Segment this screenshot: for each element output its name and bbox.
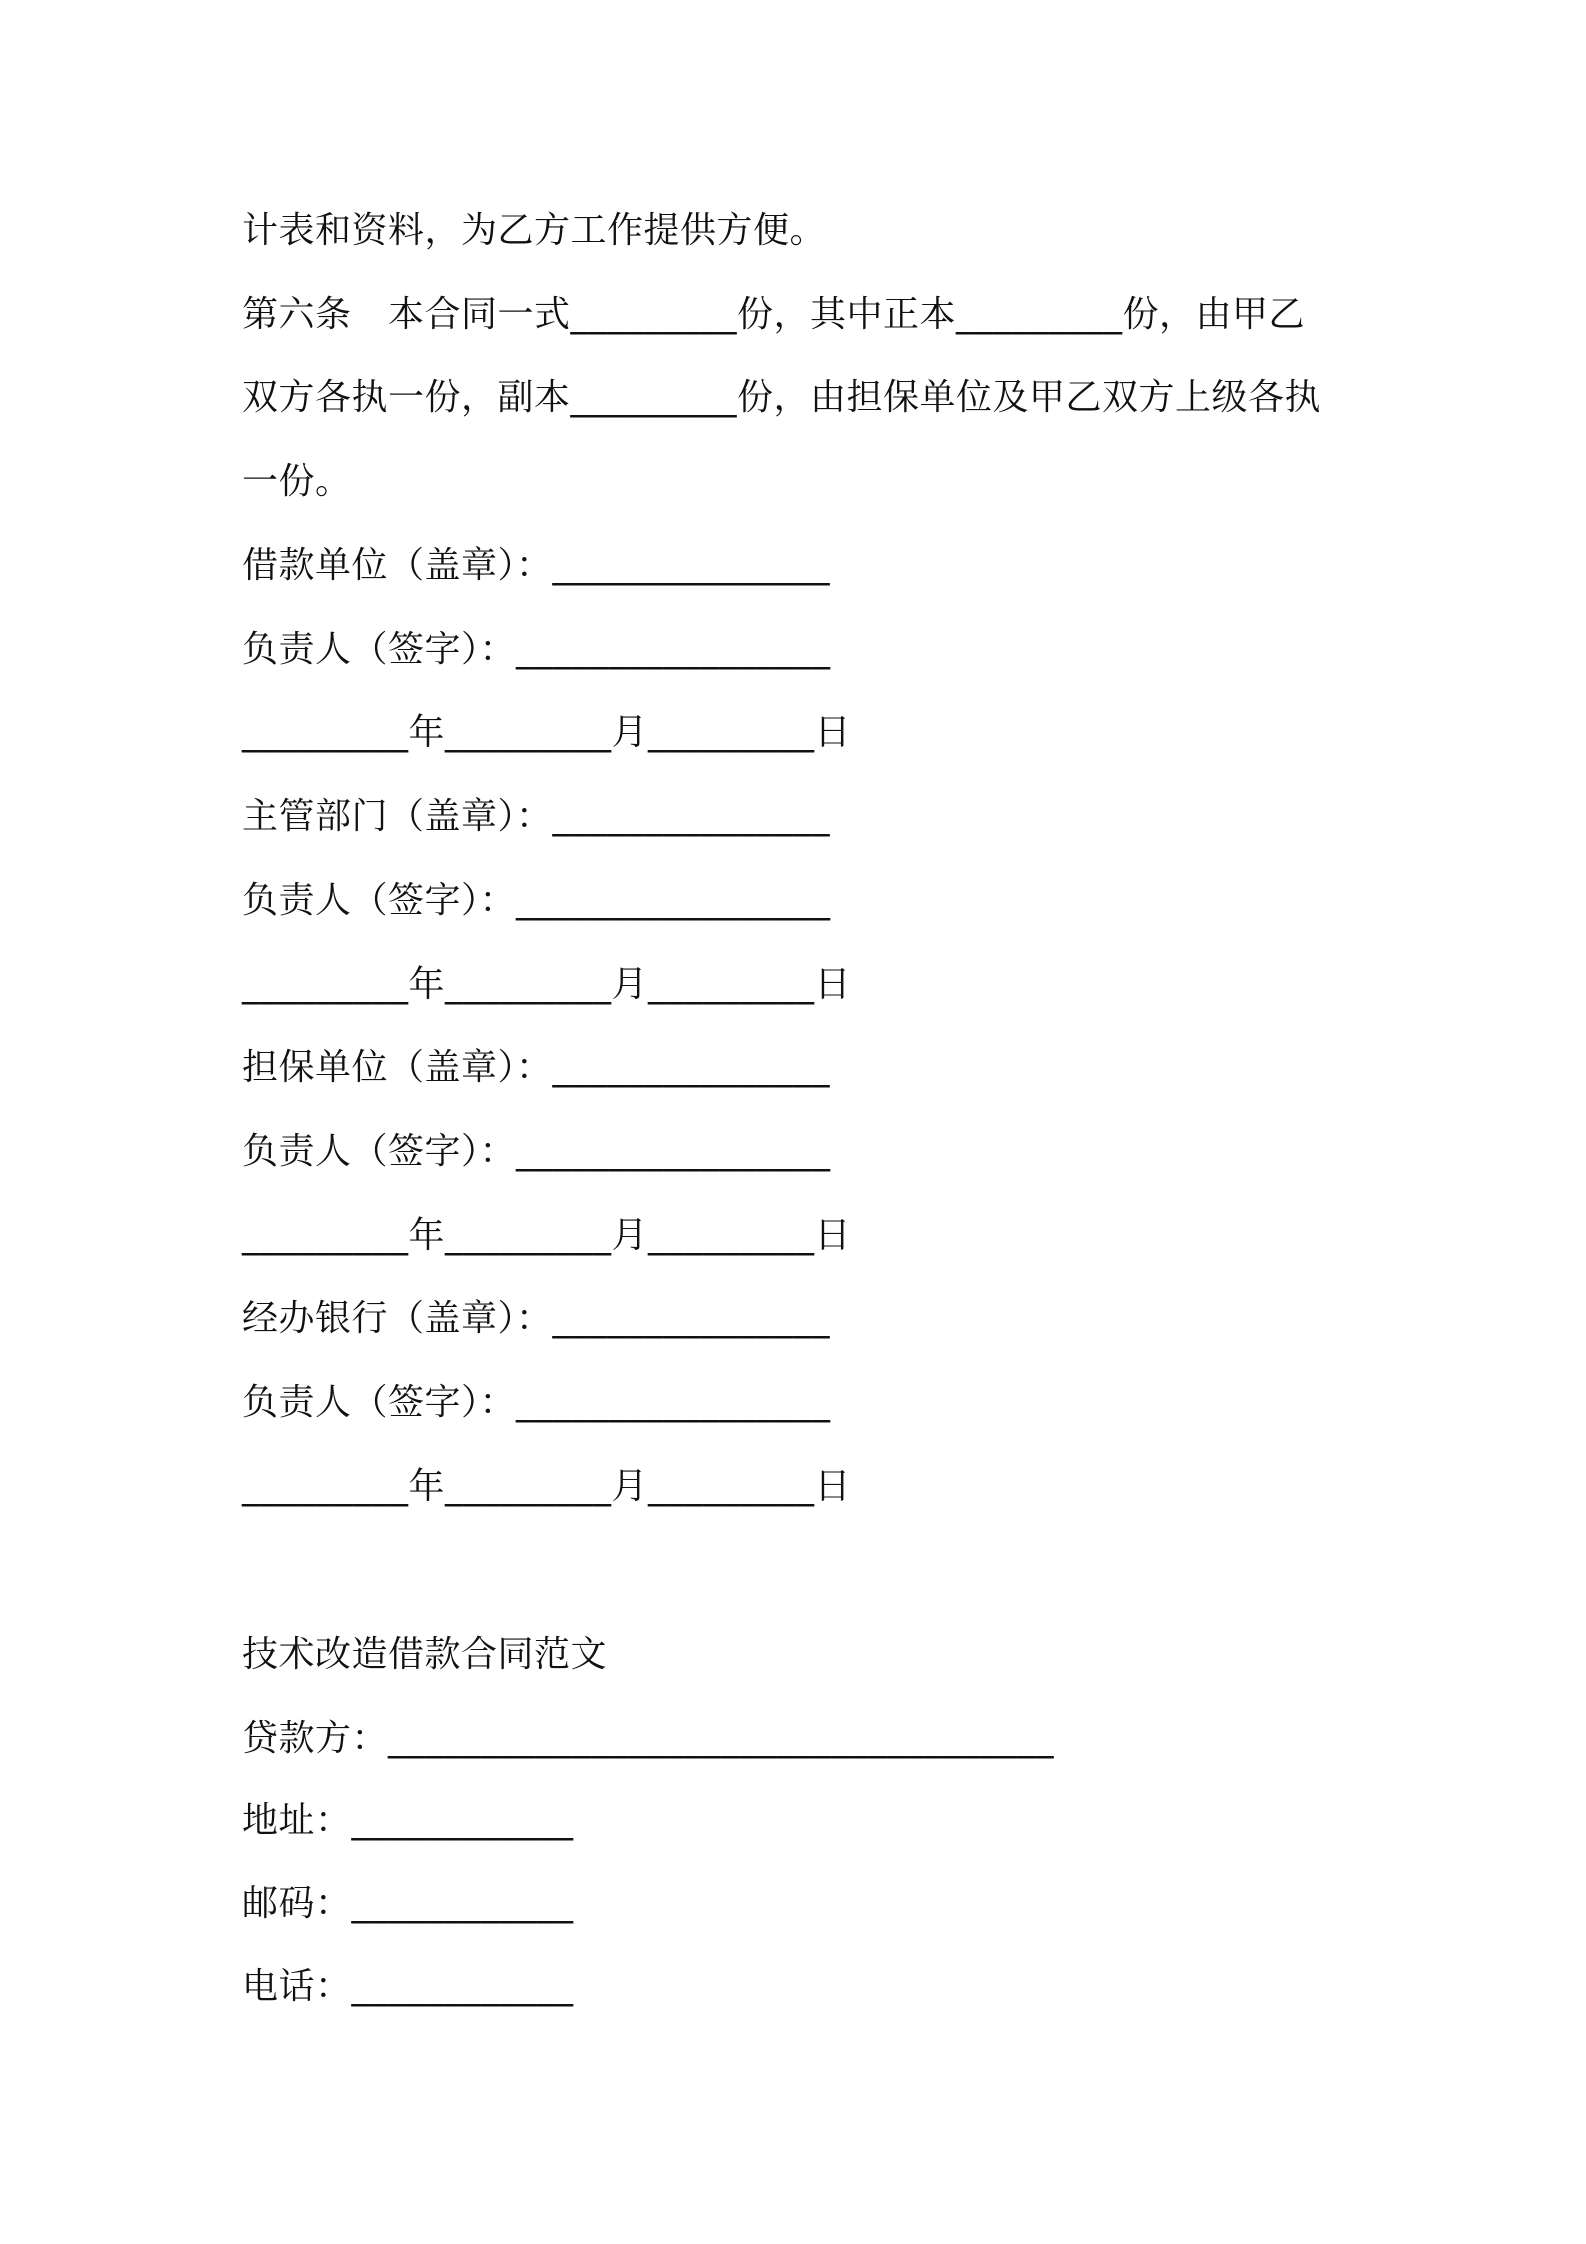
- guarantor-date-line: _________年_________月_________日: [242, 1215, 851, 1256]
- supervisor-date-line: _________年_________月_________日: [242, 964, 851, 1005]
- address-line: 地址：____________: [242, 1800, 574, 1841]
- article-six-line-2: 双方各执一份，副本_________份，由担保单位及甲乙双方上级各执: [242, 377, 1322, 418]
- article-six-line-3: 一份。: [242, 461, 352, 502]
- supervisor-signature-line: 负责人（签字）：_________________: [242, 880, 831, 921]
- lender-line: 贷款方：____________________________________: [242, 1718, 1055, 1759]
- guarantor-signature-line: 负责人（签字）：_________________: [242, 1131, 831, 1172]
- article-continuation: 计表和资料，为乙方工作提供方便。: [242, 210, 827, 251]
- bank-seal-line: 经办银行（盖章）：_______________: [242, 1298, 831, 1339]
- phone-line: 电话：____________: [242, 1966, 574, 2007]
- borrower-date-line: _________年_________月_________日: [242, 712, 851, 753]
- borrower-signature-line: 负责人（签字）：_________________: [242, 629, 831, 670]
- supervisor-seal-line: 主管部门（盖章）：_______________: [242, 796, 831, 837]
- bank-signature-line: 负责人（签字）：_________________: [242, 1382, 831, 1423]
- article-six-line-1: 第六条 本合同一式_________份，其中正本_________份，由甲乙: [242, 294, 1306, 335]
- guarantor-seal-line: 担保单位（盖章）：_______________: [242, 1047, 831, 1088]
- bank-date-line: _________年_________月_________日: [242, 1466, 851, 1507]
- postcode-line: 邮码：____________: [242, 1883, 574, 1924]
- borrower-seal-line: 借款单位（盖章）：_______________: [242, 545, 831, 586]
- contract-title: 技术改造借款合同范文: [242, 1634, 608, 1675]
